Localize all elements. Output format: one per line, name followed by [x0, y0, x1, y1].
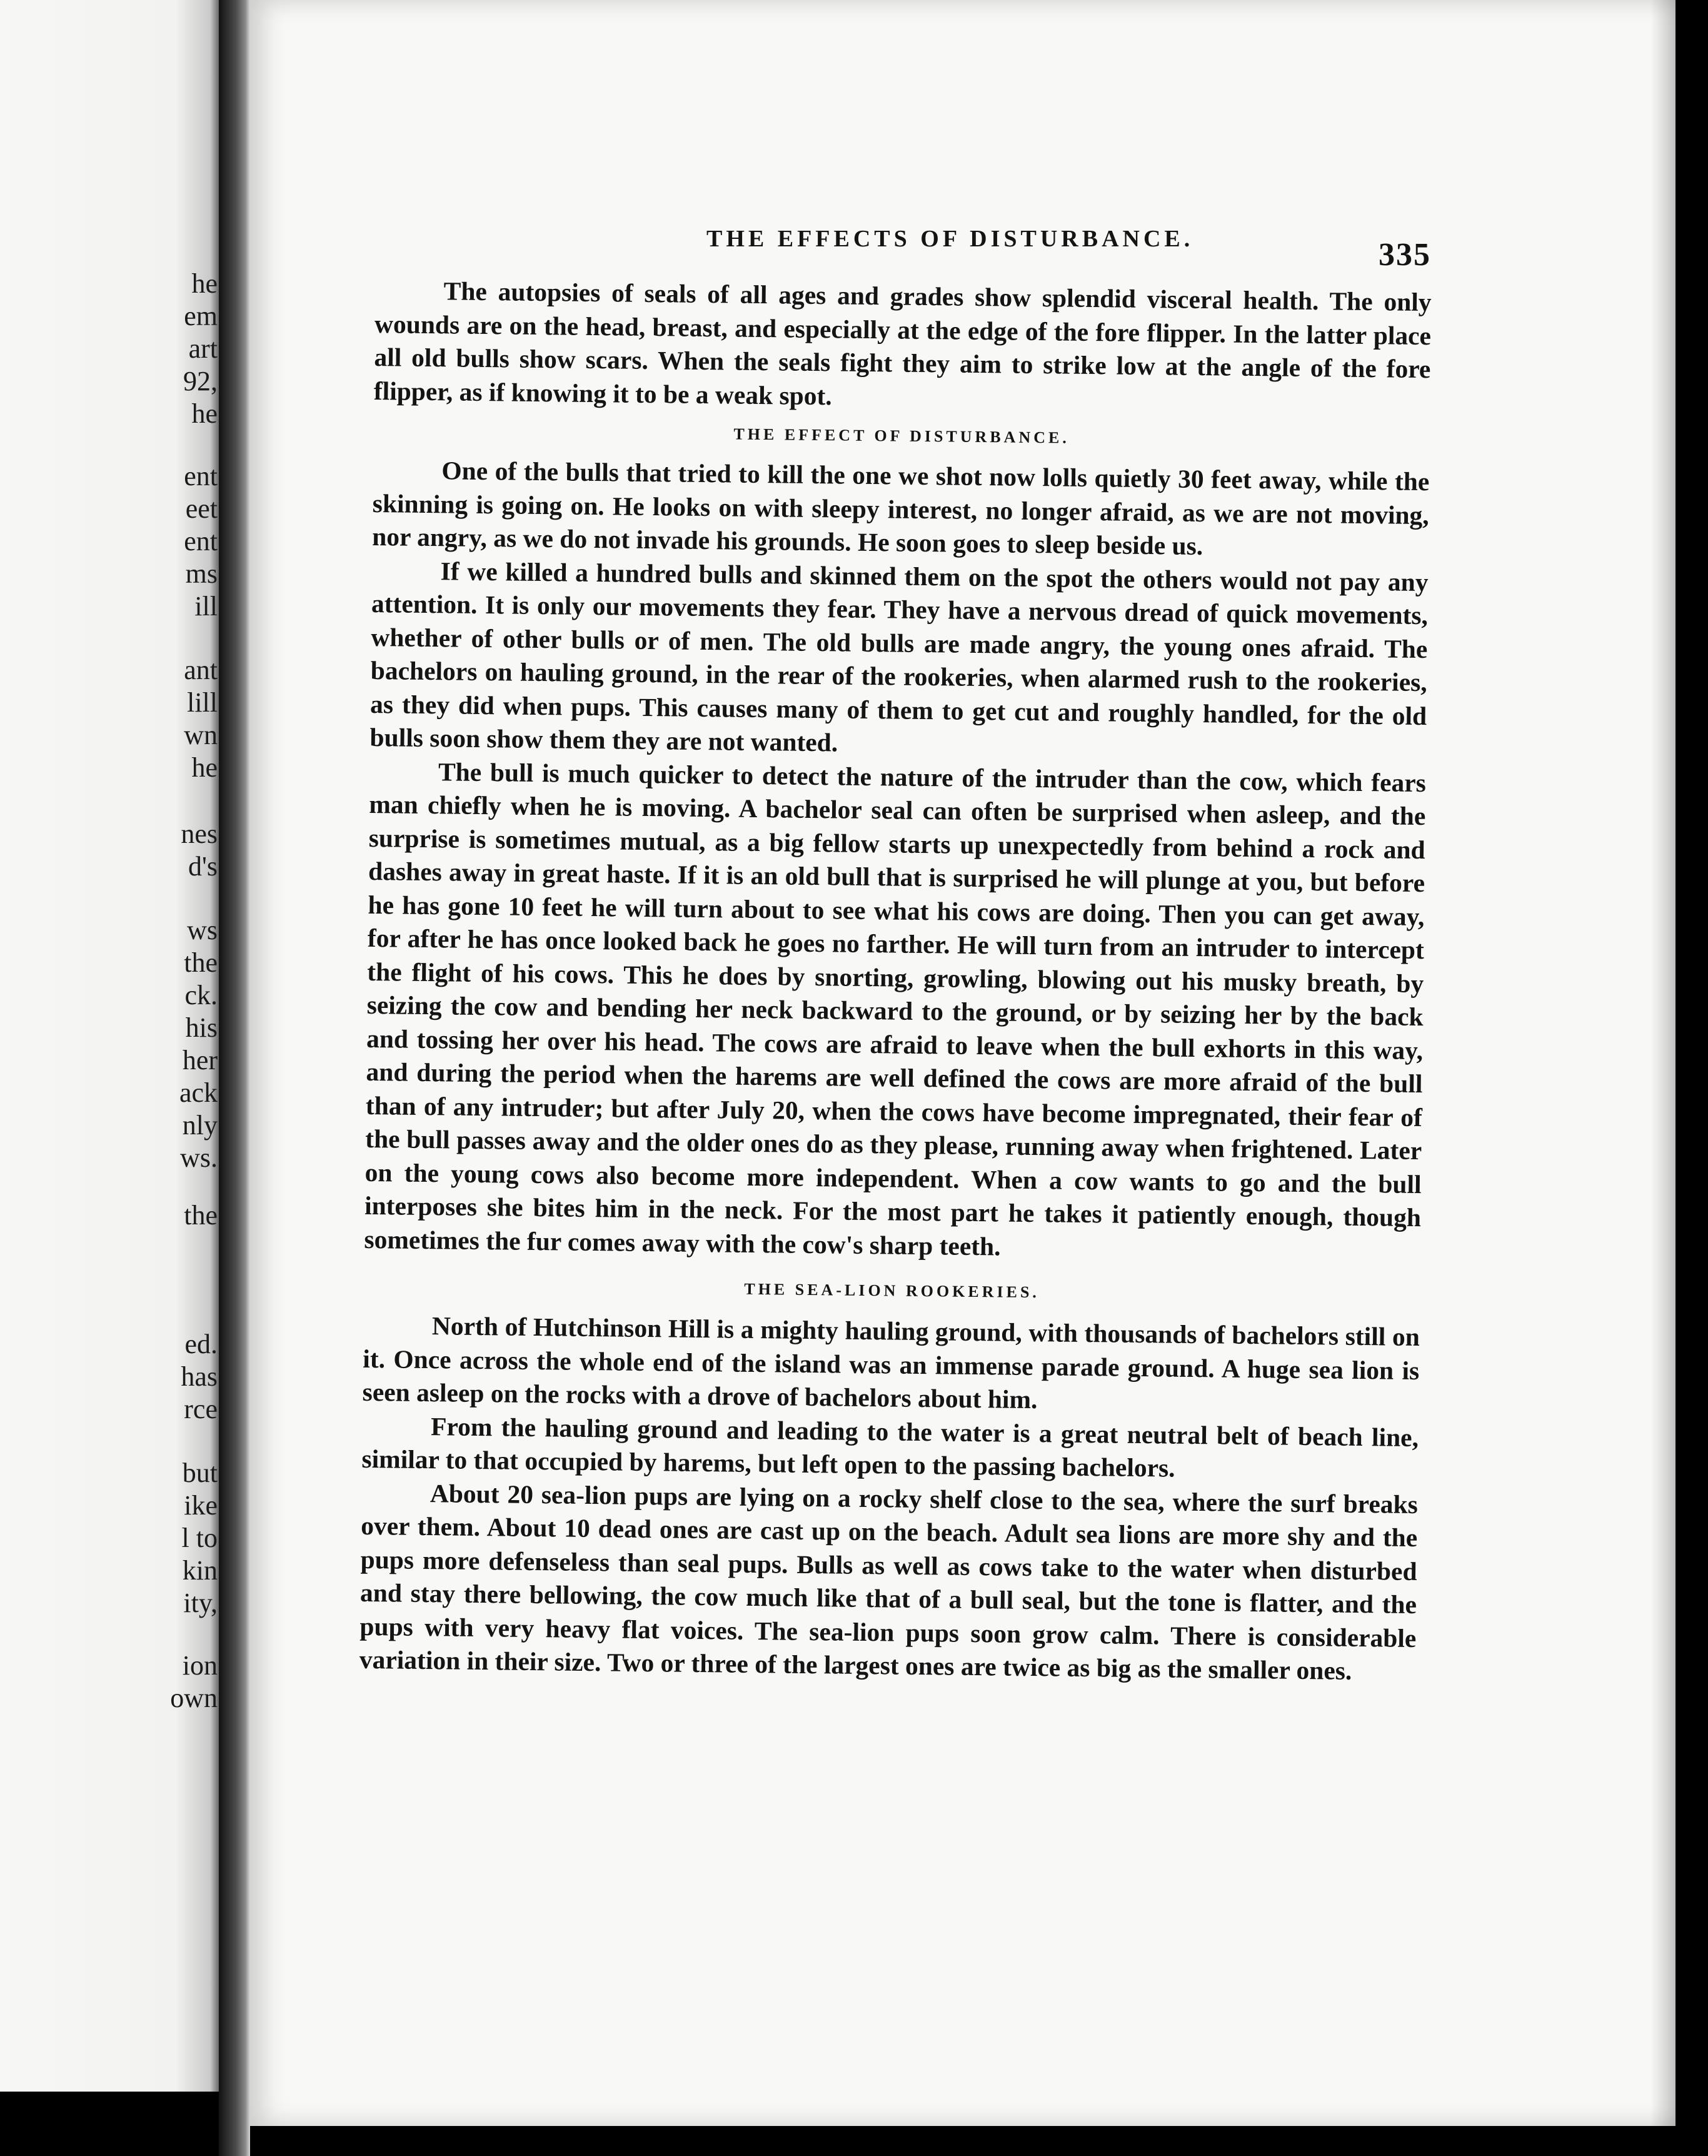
line-fragment: ws. — [180, 1142, 218, 1173]
line-fragment: ws — [187, 915, 218, 945]
line-fragment: nes — [181, 819, 218, 849]
line-fragment: her — [182, 1045, 218, 1075]
facing-page-edge — [0, 0, 219, 2092]
page-number: 335 — [1379, 237, 1431, 273]
section-heading: THE SEA-LION ROOKERIES. — [744, 1279, 1040, 1302]
line-fragment: ack — [179, 1077, 218, 1108]
line-fragment: kin — [182, 1555, 218, 1586]
line-fragment: wn — [184, 720, 218, 750]
paragraph: If we killed a hundred bulls and skinned them on the spot the others would not pay any attention. It is only our movements they fear. They have a nervous dread of quick movements, whether of other bulls or of men. The old bulls are made angry, the young ones afraid. The bachelors on hauling ground, in the rear of the rookeries, when alarmed rush to the rookeries, as they did when pups. This causes many of them to get cut and roughly handled, for the old bulls soon show them they are not wanted. — [369, 556, 1429, 757]
line-fragment: his — [185, 1012, 218, 1043]
line-fragment: art — [188, 333, 218, 364]
line-fragment: ill — [194, 591, 218, 622]
line-fragment: the — [184, 947, 218, 978]
line-fragment: 92, — [183, 366, 218, 396]
line-fragment: ion — [182, 1650, 218, 1681]
paragraph: About 20 sea-lion pups are lying on a rocky shelf close to the sea, where the surf breaks over them. About 10 dead ones are cast up on the beach. Adult sea lions are more shy and the pups more defenseless than seal pups. Bulls as well as cows take to the water when disturbed and stay there bellowing, the cow much like that of a bull seal, but the tone is flatter, and the pups with very heavy flat voices. The sea-lion pups soon grow calm. There is considerable variation in their size. Two or three of the largest ones are twice as big as the smaller ones. — [359, 1478, 1419, 1685]
line-fragment: ms — [185, 558, 218, 589]
line-fragment: eet — [185, 493, 218, 524]
line-fragment: d's — [188, 851, 218, 882]
line-fragment: ity, — [183, 1588, 218, 1618]
body-text — [359, 274, 1432, 1689]
line-fragment: ent — [184, 526, 218, 557]
line-fragment: the — [184, 1200, 218, 1231]
line-fragment: ant — [184, 655, 218, 685]
line-fragment: own — [170, 1683, 218, 1713]
line-fragment: ck. — [184, 980, 218, 1010]
line-fragment: rce — [184, 1394, 218, 1424]
running-head: THE EFFECTS OF DISTURBANCE. — [706, 226, 1194, 252]
line-fragment: but — [182, 1458, 218, 1488]
paragraph: The autopsies of seals of all ages and grades show splendid visceral health. The only wounds are on the head, breast, and especially at the edge of the fore flipper. In the latter place all old bulls show scars. When the seals fight they aim to strike low at the angle of the fore flipper, as if knowing it to be a weak spot. — [373, 276, 1432, 410]
line-fragment: he — [191, 398, 218, 429]
paragraph: The bull is much quicker to detect the nature of the intruder than the cow, which fears man chiefly when he is moving. A bachelor seal can often be surprised when asleep, and the surprise is sometimes mutual, as a big fellow starts up unexpectedly from behind a rock and dashes away in great haste. If it is an old bull that is surprised he will plunge at you, but before he has gone 10 feet he will turn about to see what his cows are doing. Then you can get away, for after he has once looked back he goes no farther. He will turn from an intruder to intercept the flight of his cows. This he does by snorting, growling, blowing out his musky breath, by seizing the cow and bending her neck backward to the ground, or by seizing her by the back and tossing her over his head. The cows are afraid to leave when the bull exhorts in this way, and during the period when the harems are well defined the cows are more afraid of the bull than of any intruder; but after July 20, when the cows have become impregnated, their fear of the bull passes away and the older ones do as they please, running away when frightened. Later on the young cows also become more independent. When a cow wants to go and the bull interposes she bites him in the neck. For the most part he takes it patiently enough, though sometimes the fur comes away with the cow's sharp teeth. — [364, 757, 1427, 1261]
paragraph: North of Hutchinson Hill is a mighty hauling ground, with thousands of bachelors still on it. Once across the whole end of the island was an immense parade ground. A huge sea lion is seen asleep on the rocks with a drove of bachelors about him. — [362, 1311, 1420, 1414]
line-fragment: ent — [184, 461, 218, 491]
section-heading: THE EFFECT OF DISTURBANCE. — [733, 425, 1070, 447]
paragraph: From the hauling ground and leading to the water is a great neutral belt of beach line, similar to that occupied by harems, but left open to the passing bachelors. — [361, 1411, 1419, 1483]
paragraph: One of the bulls that tried to kill the one we shot now lolls quietly 30 feet away, while the skinning is going on. He looks on with sleepy interest, no longer afraid, as we are not moving, nor angry, as we do not invade his grounds. He soon goes to sleep beside us. — [371, 456, 1430, 561]
page-edge-shadow — [1650, 0, 1675, 2126]
line-fragment: he — [191, 752, 218, 783]
line-fragment: ed. — [184, 1329, 218, 1359]
line-fragment: nly — [182, 1110, 218, 1141]
line-fragment: em — [184, 301, 218, 331]
line-fragment: l to — [181, 1523, 218, 1553]
line-fragment: ike — [184, 1490, 218, 1521]
line-fragment: he — [191, 268, 218, 299]
book-gutter — [219, 0, 250, 2156]
line-fragment: has — [181, 1361, 218, 1392]
line-fragment: lill — [187, 687, 218, 718]
